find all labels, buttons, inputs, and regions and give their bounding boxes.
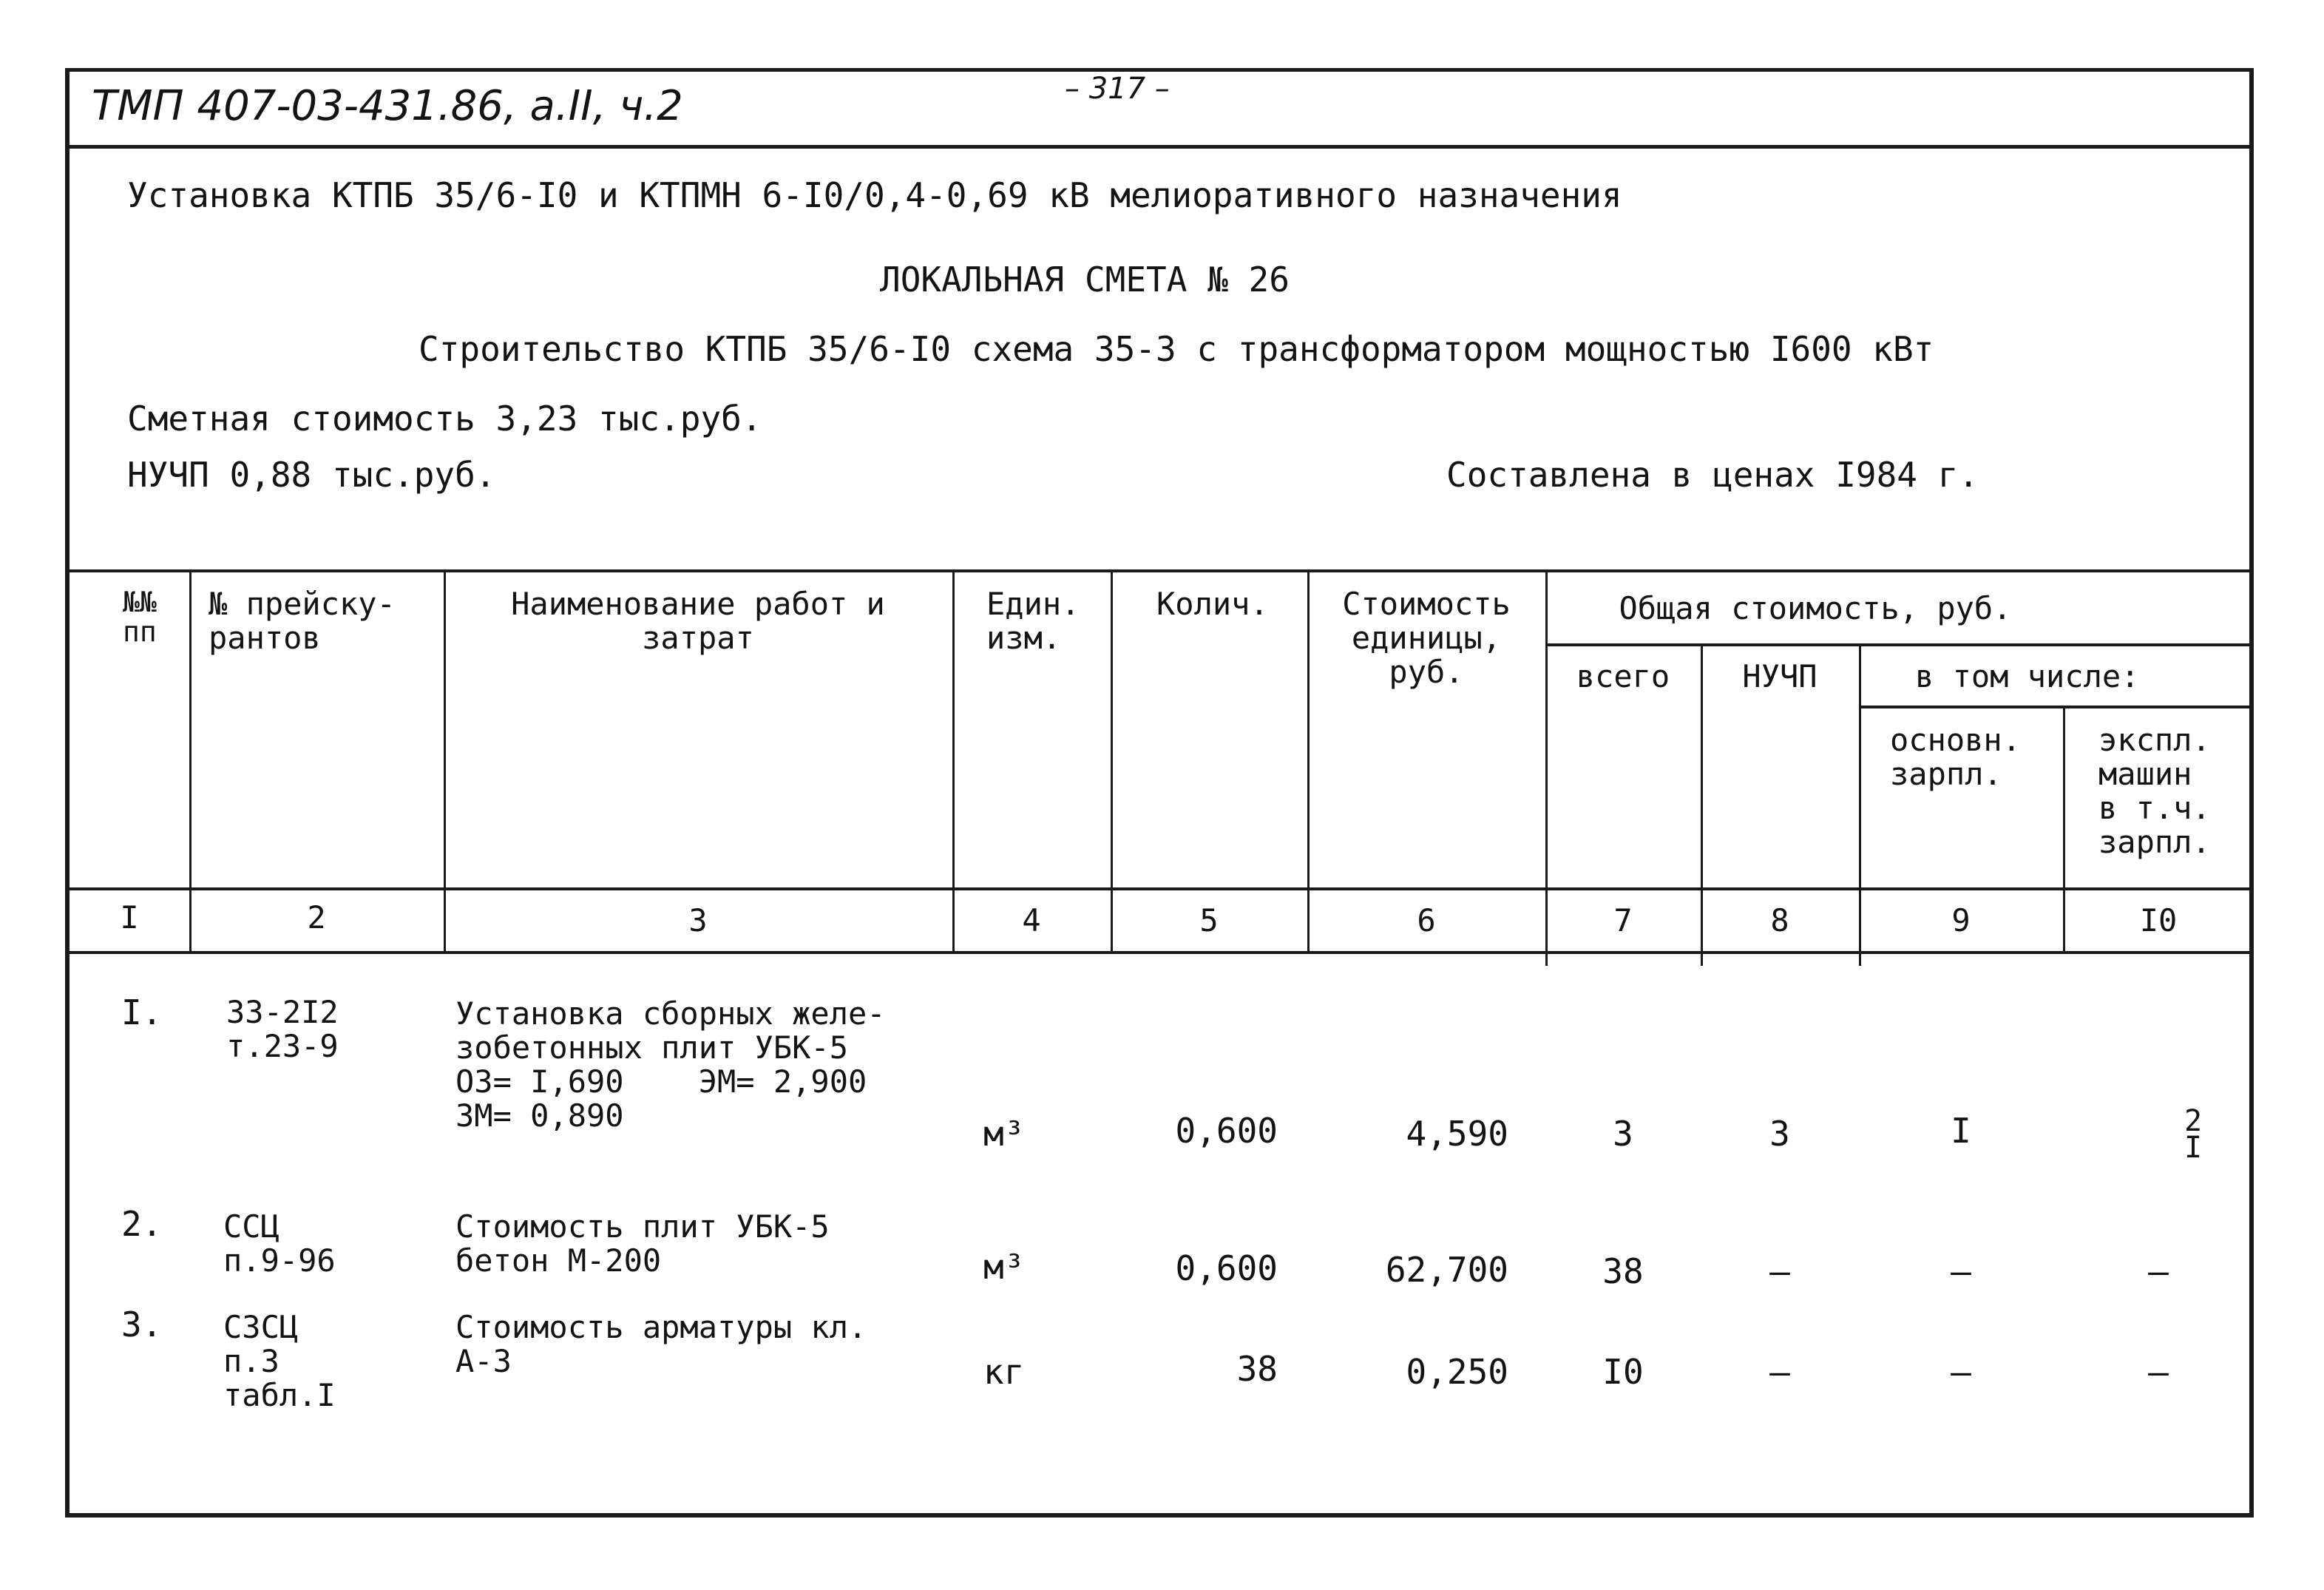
column-number: 2 [307,899,326,936]
col-divider-4 [1111,569,1113,951]
row-nuchp: 3 [1769,1114,1790,1154]
estimate-subtitle: Строительство КТПБ 35/6-I0 схема 35-3 с трансформатором мощностью I600 кВт [419,329,1934,369]
header-work-name: Наименование работ и затрат [511,586,885,656]
incl-group-rule [1859,706,2254,708]
header-quantity: Колич. [1156,586,1269,622]
header-machine-operation: экспл. машин в т.ч. зарпл. [2098,722,2211,860]
row-unit-cost: 62,700 [1385,1250,1508,1290]
row-work-name: Стоимость плит УБК-5 бетон М-200 [455,1208,830,1279]
row-number: 3. [121,1305,163,1344]
col-divider-1 [189,569,192,951]
column-number: I0 [2139,902,2178,938]
estimate-title: ЛОКАЛЬНАЯ СМЕТА № 26 [880,260,1290,300]
document-code: ТМП 407-03-431.86, а.II, ч.2 [92,82,683,130]
header-base-salary: основн. зарпл. [1890,722,2022,792]
row-machine-operation: – [2148,1352,2169,1392]
row-unit-cost: 4,590 [1406,1114,1508,1154]
row-unit: м³ [983,1247,1025,1287]
header-including-group: в том числе: [1915,658,2140,694]
row-machine-operation: – [2148,1251,2169,1291]
column-number: 5 [1199,902,1219,938]
column-number: 9 [1951,902,1971,938]
column-number: 4 [1022,902,1041,938]
row-quantity: 0,600 [1175,1111,1278,1151]
installation-title: Установка КТПБ 35/6-I0 и КТПМН 6-I0/0,4-0,69 кВ мелиоративного назначения [127,175,1622,215]
row-work-name: Установка сборных желе- зобетонных плит УБК-5 ОЗ= I,690 ЭМ= 2,900 ЗМ= 0,890 [455,995,886,1134]
row-price-code: ССЦ п.9-96 [223,1208,336,1279]
column-number: I [120,899,139,936]
row-price-code: СЗСЦ п.3 табл.I [223,1309,336,1413]
row-total: I0 [1602,1352,1644,1392]
column-number: 8 [1770,902,1789,938]
colnum-bottom-rule [70,951,2254,954]
nuchp-amount: НУЧП 0,88 тыс.руб. [127,455,496,495]
row-quantity: 38 [1236,1349,1278,1389]
row-unit: м³ [983,1114,1025,1154]
estimate-table [70,569,2254,1516]
row-nuchp: – [1769,1352,1790,1392]
header-total-cost-group: Общая стоимость, руб. [1619,590,2012,626]
total-group-rule [1545,643,2254,646]
row-base-salary: – [1951,1251,1971,1291]
header-row-number: №№ пп [123,586,157,648]
row-quantity: 0,600 [1175,1248,1278,1288]
page-number: – 317 – [1065,72,1170,106]
col-divider-3 [952,569,955,951]
header-unit: Един. изм. [986,586,1080,656]
row-machine-operation: 2 I [2184,1104,2203,1165]
table-top-rule [70,569,2254,572]
header-nuchp: НУЧП [1742,658,1817,694]
row-base-salary: I [1951,1111,1971,1151]
header-total: всего [1576,658,1670,694]
header-divider [70,145,2251,149]
row-nuchp: – [1769,1251,1790,1291]
row-total: 38 [1602,1251,1644,1291]
row-number: 2. [121,1204,163,1244]
column-number: 7 [1613,902,1633,938]
row-base-salary: – [1951,1352,1971,1392]
row-unit-cost: 0,250 [1406,1352,1508,1392]
header-unit-cost: Стоимость единицы, руб. [1342,586,1511,690]
row-total: 3 [1613,1114,1633,1154]
row-number: I. [121,992,163,1032]
column-number: 3 [688,902,708,938]
column-number: 6 [1417,902,1436,938]
row-work-name: Стоимость арматуры кл. А-3 [455,1309,867,1379]
row-unit: кг [983,1352,1025,1392]
price-basis: Составлена в ценах I984 г. [1446,455,1979,495]
header-bottom-rule [70,887,2254,890]
header-price-list: № прейску- рантов [209,586,396,656]
row-price-code: 33-2I2 т.23-9 [226,994,339,1064]
estimate-cost: Сметная стоимость 3,23 тыс.руб. [127,399,762,439]
